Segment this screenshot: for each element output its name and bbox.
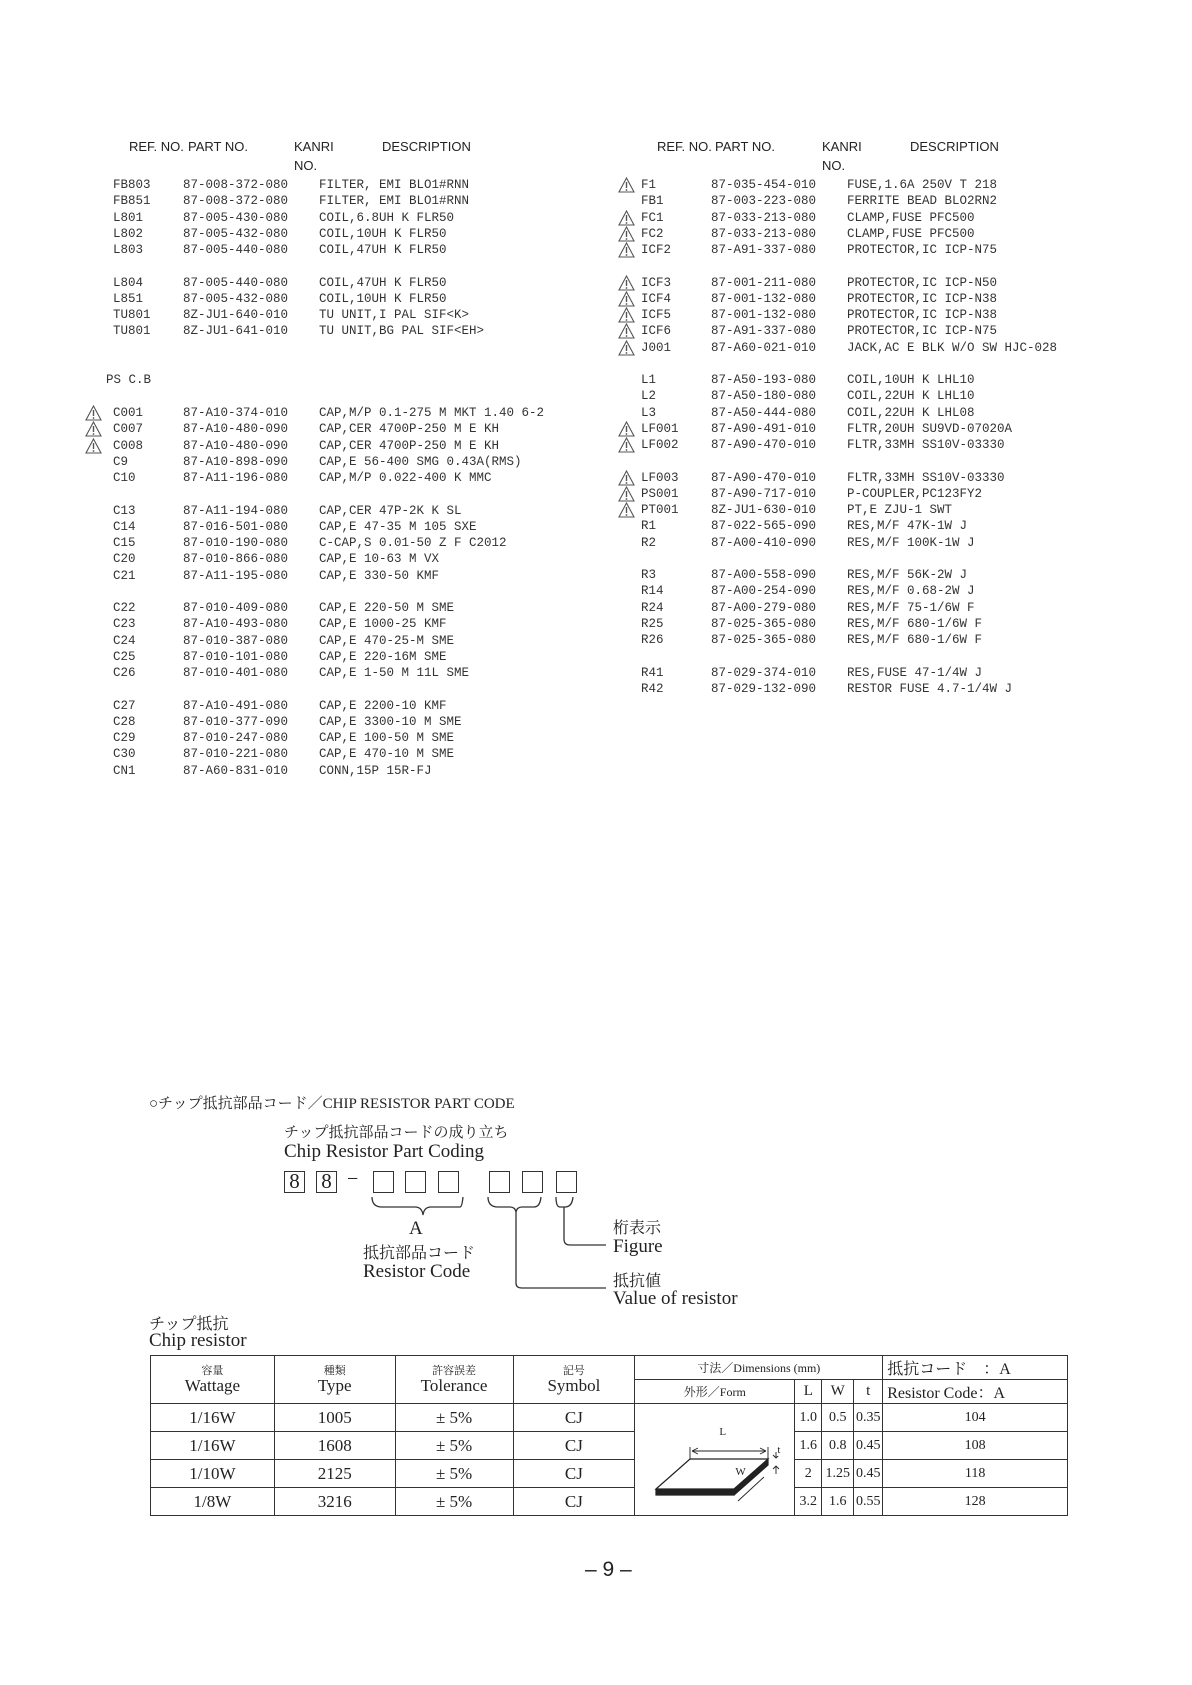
ref-no-cell: F1 <box>641 178 657 192</box>
description-header: DESCRIPTION <box>910 139 999 154</box>
part-no-cell: 87-010-101-080 <box>183 649 289 664</box>
figure-jp: 桁表示 <box>613 1220 662 1237</box>
ref-no-cell: C22 <box>113 601 136 615</box>
part-no-cell: 87-029-374-010 <box>711 665 817 680</box>
part-no-cell: 87-A10-493-080 <box>183 617 289 632</box>
description-cell: FILTER, EMI BLO1#RNN <box>319 178 470 192</box>
code-dash: − <box>347 1168 359 1190</box>
wattage-cell: 1/16W <box>151 1404 275 1432</box>
kanri-no-header: NO. <box>294 158 318 173</box>
w-header: W <box>822 1380 854 1404</box>
description-cell: CAP,CER 47P-2K K SL <box>319 503 462 518</box>
part-no-cell: 87-010-409-080 <box>183 601 289 615</box>
part-no-cell: 87-025-365-080 <box>711 633 817 648</box>
kanri-no-header: NO. <box>822 158 846 173</box>
table-row <box>151 1404 1068 1432</box>
description-cell: COIL,10UH K FLR50 <box>319 291 447 306</box>
ref-no-cell: C13 <box>113 503 136 518</box>
part-no-cell: 87-A60-021-010 <box>711 340 817 355</box>
code-digit-2: 8 <box>316 1171 337 1193</box>
ref-no-cell: C007 <box>113 422 144 437</box>
warning-triangle-icon <box>618 323 635 339</box>
l-header: L <box>795 1380 822 1404</box>
ref-no-cell: ICF5 <box>641 308 672 323</box>
part-no-cell: 87-001-132-080 <box>711 308 817 323</box>
description-cell: CLAMP,FUSE PFC500 <box>847 226 975 241</box>
diagram-t-label: t <box>777 1444 781 1456</box>
ref-no-cell: C29 <box>113 731 136 746</box>
ref-no-cell: R24 <box>641 600 664 615</box>
ref-no-header: REF. NO. <box>129 139 184 154</box>
ref-no-cell: LF003 <box>641 470 679 485</box>
part-no-cell: 87-A90-470-010 <box>711 438 817 453</box>
description-cell: RES,M/F 75-1/6W F <box>847 600 975 615</box>
ref-no-header: REF. NO. <box>657 139 712 154</box>
code-box-a2 <box>405 1171 426 1193</box>
t-cell: 0.55 <box>854 1488 883 1516</box>
tolerance-cell: ± 5% <box>395 1488 513 1516</box>
resistor-code-cell: 118 <box>883 1460 1068 1488</box>
ref-no-cell: PS001 <box>641 486 679 501</box>
part-no-cell: 87-A90-717-010 <box>711 486 817 501</box>
part-no-cell: 87-A10-898-090 <box>183 454 289 469</box>
wattage-cell: 1/8W <box>151 1488 275 1516</box>
part-no-cell: 87-008-372-080 <box>183 178 289 192</box>
ref-no-cell: R14 <box>641 584 664 599</box>
description-cell: RESTOR FUSE 4.7-1/4W J <box>847 681 1013 696</box>
ref-no-cell: C9 <box>113 454 129 469</box>
description-cell: CAP,E 470-10 M SME <box>319 747 455 762</box>
t-cell: 0.35 <box>854 1404 883 1432</box>
chip-resistor-table <box>150 1355 1068 1516</box>
warning-triangle-icon <box>618 307 635 323</box>
resistor-code-cell: 108 <box>883 1432 1068 1460</box>
description-cell: CONN,15P 15R-FJ <box>319 763 432 778</box>
description-cell: PROTECTOR,IC ICP-N50 <box>847 275 998 290</box>
part-no-cell: 87-A11-194-080 <box>183 503 289 518</box>
part-no-cell: 8Z-JU1-630-010 <box>711 503 817 518</box>
warning-triangle-icon <box>618 275 635 291</box>
description-cell: PROTECTOR,IC ICP-N75 <box>847 243 998 258</box>
description-cell: FLTR,33MH SS10V-03330 <box>847 470 1005 485</box>
ref-no-cell: R2 <box>641 535 657 550</box>
description-cell: CAP,E 1-50 M 11L SME <box>319 666 470 681</box>
ref-no-cell: C008 <box>113 438 144 453</box>
part-no-cell: 87-A00-558-090 <box>711 568 817 582</box>
wattage-header: 容量 Wattage <box>151 1356 275 1404</box>
description-cell: PROTECTOR,IC ICP-N38 <box>847 291 998 306</box>
description-cell: COIL,10UH K FLR50 <box>319 226 447 241</box>
description-header: DESCRIPTION <box>382 139 471 154</box>
part-no-cell: 87-022-565-090 <box>711 519 817 534</box>
w-cell: 0.8 <box>822 1432 854 1460</box>
description-cell: RES,M/F 56K-2W J <box>847 568 968 582</box>
ref-no-cell: CN1 <box>113 763 136 778</box>
table-row <box>151 1460 1068 1488</box>
label-a: A <box>409 1218 423 1239</box>
part-no-cell: 87-016-501-080 <box>183 519 289 534</box>
ref-no-cell: L3 <box>641 405 657 420</box>
description-cell: CAP,E 330-50 KMF <box>319 568 440 583</box>
wattage-cell: 1/10W <box>151 1460 275 1488</box>
warning-triangle-icon <box>85 405 102 421</box>
description-cell: FLTR,20UH SU9VD-07020A <box>847 421 1013 436</box>
type-cell: 3216 <box>274 1488 395 1516</box>
part-no-cell: 87-010-387-080 <box>183 633 289 648</box>
symbol-header: 記号 Symbol <box>513 1356 635 1404</box>
w-cell: 1.25 <box>822 1460 854 1488</box>
ref-no-cell: ICF4 <box>641 291 672 306</box>
kanri-header: KANRI <box>822 139 862 154</box>
type-cell: 2125 <box>274 1460 395 1488</box>
warning-triangle-icon <box>618 437 635 453</box>
diagram-w-label: W <box>735 1466 746 1478</box>
ref-no-cell: R26 <box>641 633 664 648</box>
ref-no-cell: C26 <box>113 666 136 681</box>
ref-no-cell: FC1 <box>641 210 664 225</box>
ref-no-cell: C20 <box>113 552 136 567</box>
ref-no-cell: R25 <box>641 616 664 631</box>
l-cell: 2 <box>795 1460 822 1488</box>
diagram-l-label: L <box>719 1426 727 1438</box>
part-no-cell: 87-001-211-080 <box>711 275 817 290</box>
ref-no-cell: TU801 <box>113 324 151 339</box>
type-cell: 1005 <box>274 1404 395 1432</box>
description-cell: RES,M/F 680-1/6W F <box>847 616 983 631</box>
part-no-cell: 87-005-432-080 <box>183 291 289 306</box>
ref-no-cell: ICF3 <box>641 275 672 290</box>
warning-triangle-icon <box>618 291 635 307</box>
description-cell: CAP,E 470-25-M SME <box>319 633 455 648</box>
ref-no-cell: L2 <box>641 389 657 404</box>
dimensions-header: 寸法／Dimensions (mm) <box>635 1356 883 1380</box>
part-no-cell: 87-A50-193-080 <box>711 373 817 387</box>
description-cell: CAP,E 2200-10 KMF <box>319 698 447 713</box>
part-no-cell: 87-010-247-080 <box>183 731 289 746</box>
resistor-code-cell: 128 <box>883 1488 1068 1516</box>
part-no-cell: 87-029-132-090 <box>711 681 817 696</box>
t-cell: 0.45 <box>854 1460 883 1488</box>
warning-triangle-icon <box>618 421 635 437</box>
warning-triangle-icon <box>618 177 635 193</box>
part-no-header: PART NO. <box>715 139 775 154</box>
ref-no-cell: C21 <box>113 568 136 583</box>
warning-triangle-icon <box>618 242 635 258</box>
part-no-cell: 87-A50-180-080 <box>711 389 817 404</box>
chip-form-icon <box>640 1407 790 1507</box>
description-cell: JACK,AC E BLK W/O SW HJC-028 <box>847 340 1058 355</box>
ref-no-cell: C27 <box>113 698 136 713</box>
description-cell: FILTER, EMI BLO1#RNN <box>319 194 470 209</box>
value-jp: 抵抗値 <box>613 1273 662 1290</box>
tolerance-cell: ± 5% <box>395 1404 513 1432</box>
ref-no-cell: ICF2 <box>641 243 672 258</box>
part-no-cell: 87-A11-195-080 <box>183 568 289 583</box>
warning-triangle-icon <box>618 340 635 356</box>
w-cell: 0.5 <box>822 1404 854 1432</box>
description-cell: CAP,E 47-35 M 105 SXE <box>319 519 477 534</box>
code-box-a1 <box>373 1171 394 1193</box>
ref-no-cell: ICF6 <box>641 324 672 339</box>
warning-triangle-icon <box>618 470 635 486</box>
part-no-cell: 87-A91-337-080 <box>711 243 817 258</box>
part-no-cell: 87-A10-480-090 <box>183 422 289 437</box>
resistor-code-jp: 抵抗部品コード <box>363 1245 476 1262</box>
figure-en: Figure <box>613 1236 663 1257</box>
description-cell: FLTR,33MH SS10V-03330 <box>847 438 1005 453</box>
description-cell: CAP,E 1000-25 KMF <box>319 617 447 632</box>
description-cell: P-COUPLER,PC123FY2 <box>847 486 983 501</box>
ref-no-cell: PT001 <box>641 503 679 518</box>
description-cell: CAP,M/P 0.1-275 M MKT 1.40 6-2 <box>319 406 545 420</box>
ps-section-title: PS C.B <box>106 373 152 387</box>
ref-no-cell: FB803 <box>113 178 151 192</box>
tolerance-header: 許容誤差 Tolerance <box>395 1356 513 1404</box>
resistor-code-header-en: Resistor Code：A <box>883 1380 1068 1404</box>
warning-triangle-icon <box>618 210 635 226</box>
symbol-cell: CJ <box>513 1460 635 1488</box>
ref-no-cell: R3 <box>641 568 657 582</box>
part-no-cell: 8Z-JU1-640-010 <box>183 308 289 323</box>
warning-triangle-icon <box>85 438 102 454</box>
ref-no-cell: C23 <box>113 617 136 632</box>
l-cell: 3.2 <box>795 1488 822 1516</box>
value-en: Value of resistor <box>613 1288 738 1309</box>
page-number: – 9 – <box>585 1558 632 1581</box>
chip-resistor-en: Chip resistor <box>149 1330 247 1351</box>
ref-no-cell: C15 <box>113 536 136 551</box>
description-cell: COIL,22UH K LHL10 <box>847 389 975 404</box>
part-no-cell: 87-A91-337-080 <box>711 324 817 339</box>
symbol-cell: CJ <box>513 1488 635 1516</box>
code-box-fig <box>556 1171 577 1193</box>
description-cell: RES,M/F 47K-1W J <box>847 519 968 534</box>
ref-no-cell: C14 <box>113 519 136 534</box>
part-no-cell: 87-005-430-080 <box>183 210 289 225</box>
ref-no-cell: TU801 <box>113 308 151 323</box>
part-no-cell: 87-025-365-080 <box>711 616 817 631</box>
part-no-cell: 87-A60-831-010 <box>183 763 289 778</box>
coding-title-jp: チップ抵抗部品コードの成り立ち <box>284 1125 509 1141</box>
description-cell: COIL,10UH K LHL10 <box>847 373 975 387</box>
ref-no-cell: R1 <box>641 519 657 534</box>
description-cell: RES,FUSE 47-1/4W J <box>847 665 983 680</box>
symbol-cell: CJ <box>513 1432 635 1460</box>
ref-no-cell: L801 <box>113 210 144 225</box>
warning-triangle-icon <box>618 226 635 242</box>
table-row <box>151 1488 1068 1516</box>
code-digit-1: 8 <box>284 1171 305 1193</box>
ref-no-cell: FB851 <box>113 194 151 209</box>
chip-form-diagram-cell <box>635 1404 795 1516</box>
coding-title-en: Chip Resistor Part Coding <box>284 1141 485 1162</box>
symbol-cell: CJ <box>513 1404 635 1432</box>
type-header: 種類 Type <box>274 1356 395 1404</box>
ref-no-cell: LF002 <box>641 438 679 453</box>
description-cell: CAP,E 220-16M SME <box>319 649 447 664</box>
description-cell: COIL,22UH K LHL08 <box>847 405 975 420</box>
ref-no-cell: L851 <box>113 291 144 306</box>
l-cell: 1.6 <box>795 1432 822 1460</box>
part-no-cell: 87-001-132-080 <box>711 291 817 306</box>
description-cell: TU UNIT,BG PAL SIF<EH> <box>319 324 485 339</box>
w-cell: 1.6 <box>822 1488 854 1516</box>
ref-no-cell: R42 <box>641 681 664 696</box>
code-box-a3 <box>438 1171 459 1193</box>
t-header: t <box>854 1380 883 1404</box>
ref-no-cell: C10 <box>113 471 136 486</box>
description-cell: RES,M/F 680-1/6W F <box>847 633 983 648</box>
part-no-cell: 87-035-454-010 <box>711 178 817 192</box>
part-no-cell: 87-A90-470-010 <box>711 470 817 485</box>
part-no-cell: 87-005-440-080 <box>183 275 289 290</box>
part-no-cell: 87-010-401-080 <box>183 666 289 681</box>
resistor-code-cell: 104 <box>883 1404 1068 1432</box>
description-cell: FERRITE BEAD BLO2RN2 <box>847 194 998 209</box>
description-cell: CAP,E 3300-10 M SME <box>319 714 462 729</box>
part-no-cell: 87-A10-491-080 <box>183 698 289 713</box>
l-cell: 1.0 <box>795 1404 822 1432</box>
ref-no-cell: J001 <box>641 340 672 355</box>
part-no-cell: 87-A10-374-010 <box>183 406 289 420</box>
ref-no-cell: L802 <box>113 226 144 241</box>
tolerance-cell: ± 5% <box>395 1432 513 1460</box>
description-cell: RES,M/F 0.68-2W J <box>847 584 975 599</box>
part-no-cell: 87-A00-279-080 <box>711 600 817 615</box>
t-cell: 0.45 <box>854 1432 883 1460</box>
table-header-row <box>151 1356 1068 1380</box>
part-no-cell: 87-033-213-080 <box>711 226 817 241</box>
ref-no-cell: C28 <box>113 714 136 729</box>
ref-no-cell: C24 <box>113 633 136 648</box>
description-cell: CAP,E 10-63 M VX <box>319 552 440 567</box>
part-no-cell: 87-005-432-080 <box>183 226 289 241</box>
table-row <box>151 1432 1068 1460</box>
ref-no-cell: L804 <box>113 275 144 290</box>
ref-no-cell: FC2 <box>641 226 664 241</box>
ref-no-cell: C25 <box>113 649 136 664</box>
part-no-header: PART NO. <box>188 139 248 154</box>
part-no-cell: 87-008-372-080 <box>183 194 289 209</box>
part-no-cell: 87-A90-491-010 <box>711 421 817 436</box>
part-no-cell: 87-003-223-080 <box>711 194 817 209</box>
tolerance-cell: ± 5% <box>395 1460 513 1488</box>
description-cell: CAP,E 56-400 SMG 0.43A(RMS) <box>319 454 522 469</box>
description-cell: TU UNIT,I PAL SIF<K> <box>319 308 470 323</box>
description-cell: CAP,E 100-50 M SME <box>319 731 455 746</box>
part-no-cell: 87-005-440-080 <box>183 243 289 258</box>
ref-no-cell: LF001 <box>641 421 679 436</box>
part-no-cell: 87-010-221-080 <box>183 747 289 762</box>
description-cell: COIL,47UH K FLR50 <box>319 243 447 258</box>
description-cell: FUSE,1.6A 250V T 218 <box>847 178 998 192</box>
description-cell: PT,E ZJU-1 SWT <box>847 503 953 518</box>
ref-no-cell: L803 <box>113 243 144 258</box>
description-cell: CAP,CER 4700P-250 M E KH <box>319 422 500 437</box>
description-cell: CAP,E 220-50 M SME <box>319 601 455 615</box>
part-no-cell: 87-A11-196-080 <box>183 471 289 486</box>
ref-no-cell: L1 <box>641 373 657 387</box>
code-box-v2 <box>522 1171 543 1193</box>
warning-triangle-icon <box>618 486 635 502</box>
description-cell: CLAMP,FUSE PFC500 <box>847 210 975 225</box>
part-no-cell: 87-A00-410-090 <box>711 535 817 550</box>
part-no-cell: 87-010-190-080 <box>183 536 289 551</box>
ref-no-cell: FB1 <box>641 194 664 209</box>
part-no-cell: 87-033-213-080 <box>711 210 817 225</box>
description-cell: PROTECTOR,IC ICP-N38 <box>847 308 998 323</box>
resistor-code-header-jp: 抵抗コード ：A <box>883 1356 1068 1380</box>
description-cell: C-CAP,S 0.01-50 Z F C2012 <box>319 536 507 551</box>
ref-no-cell: R41 <box>641 665 664 680</box>
description-cell: CAP,M/P 0.022-400 K MMC <box>319 471 492 486</box>
part-no-cell: 87-A10-480-090 <box>183 438 289 453</box>
description-cell: COIL,47UH K FLR50 <box>319 275 447 290</box>
description-cell: COIL,6.8UH K FLR50 <box>319 210 455 225</box>
warning-triangle-icon <box>618 502 635 518</box>
code-box-v1 <box>489 1171 510 1193</box>
description-cell: CAP,CER 4700P-250 M E KH <box>319 438 500 453</box>
part-no-cell: 87-A50-444-080 <box>711 405 817 420</box>
part-no-cell: 87-A00-254-090 <box>711 584 817 599</box>
ref-no-cell: C001 <box>113 406 144 420</box>
ref-no-cell: C30 <box>113 747 136 762</box>
resistor-code-en: Resistor Code <box>363 1261 471 1282</box>
description-cell: RES,M/F 100K-1W J <box>847 535 975 550</box>
part-no-cell: 8Z-JU1-641-010 <box>183 324 289 339</box>
wattage-cell: 1/16W <box>151 1432 275 1460</box>
chip-resistor-jp: チップ抵抗 <box>149 1316 229 1333</box>
kanri-header: KANRI <box>294 139 334 154</box>
type-cell: 1608 <box>274 1432 395 1460</box>
part-no-cell: 87-010-377-090 <box>183 714 289 729</box>
warning-triangle-icon <box>85 421 102 437</box>
description-cell: PROTECTOR,IC ICP-N75 <box>847 324 998 339</box>
chip-section-title: ○チップ抵抗部品コード／CHIP RESISTOR PART CODE <box>149 1096 515 1112</box>
form-header: 外形／Form <box>635 1380 795 1404</box>
part-no-cell: 87-010-866-080 <box>183 552 289 567</box>
